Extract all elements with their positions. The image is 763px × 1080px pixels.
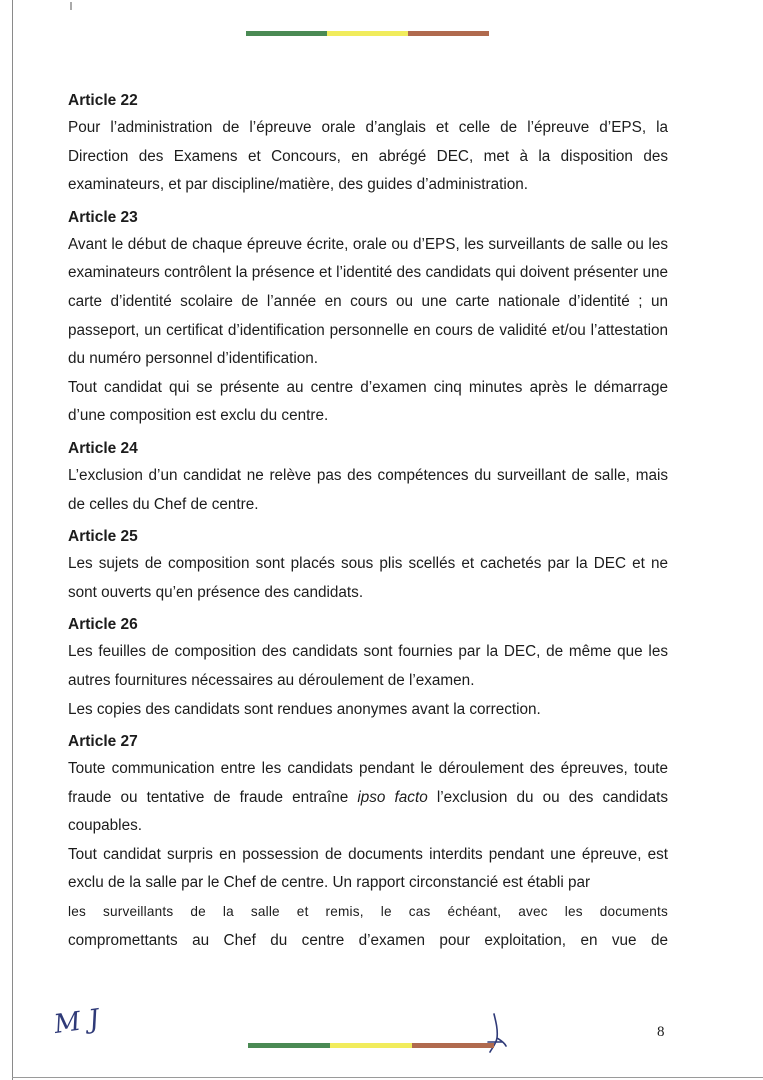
italic-term: ipso facto bbox=[357, 788, 428, 806]
article-22 bbox=[68, 90, 668, 200]
text-run: l’exclusion du ou des candidats coupables. bbox=[68, 788, 668, 835]
article-25 bbox=[68, 526, 668, 607]
document-body bbox=[68, 90, 668, 962]
article-title: Article 22 bbox=[68, 92, 138, 109]
article-paragraph-line: compromettants au Chef du centre d’examen pour exploitation, en vue de bbox=[68, 931, 668, 949]
page-edge-left bbox=[12, 0, 13, 1080]
article-paragraph bbox=[68, 755, 668, 841]
article-title: Article 26 bbox=[68, 616, 138, 634]
article-paragraph: L’exclusion d’un candidat ne relève pas des compétences du surveillant de salle, mais de celles du Chef de centre. bbox=[68, 466, 668, 513]
article-paragraph: Pour l’administration de l’épreuve orale d’anglais et celle de l’épreuve d’EPS, la Direction des Examens et Concours, en abrégé DEC, met à la disposition des examinateurs, et par discipline/matière, des guides d’administration. bbox=[68, 119, 668, 194]
flag-green-segment bbox=[248, 1043, 330, 1048]
article-title: Article 23 bbox=[68, 208, 138, 226]
flag-red-segment bbox=[408, 31, 489, 36]
article-paragraph: Tout candidat qui se présente au centre d’examen cinq minutes après le démarrage d’une composition est exclu du centre. bbox=[68, 378, 668, 425]
flag-green-segment bbox=[246, 31, 327, 36]
flag-red-segment bbox=[412, 1043, 494, 1048]
article-23 bbox=[68, 207, 668, 431]
flag-yellow-segment bbox=[327, 31, 408, 36]
page-edge-bottom bbox=[12, 1077, 763, 1078]
article-paragraph: Les copies des candidats sont rendues anonymes avant la correction. bbox=[68, 700, 541, 718]
article-26 bbox=[68, 614, 668, 724]
flag-yellow-segment bbox=[330, 1043, 412, 1048]
article-title: Article 27 bbox=[68, 733, 138, 751]
page-number: 8 bbox=[657, 1024, 665, 1040]
article-24 bbox=[68, 438, 668, 519]
flag-bar-bottom bbox=[248, 1043, 494, 1048]
flag-bar-top bbox=[246, 31, 489, 36]
article-paragraph: Les feuilles de composition des candidats sont fournies par la DEC, de même que les autres fournitures nécessaires au déroulement de l’examen. bbox=[68, 643, 668, 689]
article-paragraph-line: les surveillants de la salle et remis, le cas échéant, avec les documents bbox=[68, 904, 668, 920]
article-paragraph: Avant le début de chaque épreuve écrite, orale ou d’EPS, les surveillants de salle ou les examinateurs contrôlent la présence et l’identité des candidats qui doivent présenter une carte d’identité scolaire de l’année en cours ou une carte nationale d’identité ; un passeport, un certificat d’identification personnelle en cours de validité et/ou l’attestation du numéro personnel d’identification. bbox=[68, 235, 668, 368]
text-run: Toute communication entre les candidats pendant le déroulement des épreuves, toute fraude ou tentative de fraude entraîne bbox=[68, 760, 668, 806]
scan-mark bbox=[70, 2, 72, 10]
article-paragraph: Tout candidat surpris en possession de documents interdits pendant une épreuve, est exclu de la salle par le Chef de centre. Un rapport circonstancié est établi par bbox=[68, 845, 668, 892]
signature-mark bbox=[480, 1012, 510, 1056]
article-paragraph: Les sujets de composition sont placés sous plis scellés et cachetés par la DEC et ne sont ouverts qu’en présence des candidats. bbox=[68, 555, 668, 601]
article-title: Article 25 bbox=[68, 528, 138, 546]
article-title: Article 24 bbox=[68, 439, 138, 457]
handwritten-initials: M J bbox=[52, 1003, 102, 1041]
article-27 bbox=[68, 731, 668, 955]
